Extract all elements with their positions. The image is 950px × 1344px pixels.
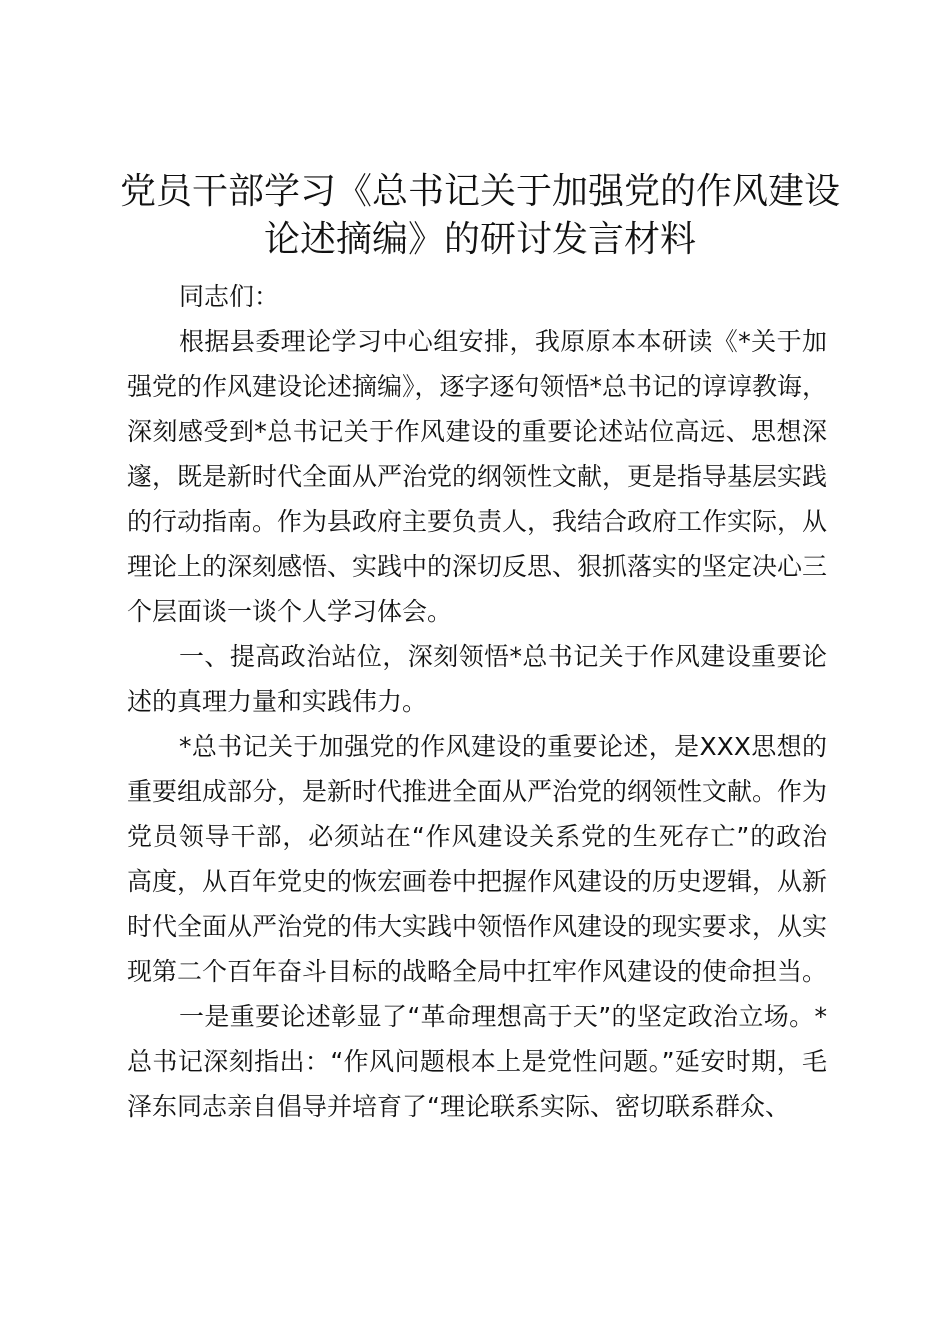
title-line-1: 党员干部学习《总书记关于加强党的作风建设 bbox=[119, 171, 840, 212]
paragraph-point-1: 一是重要论述彰显了“革命理想高于天”的坚定政治立场。*总书记深刻指出：“作风问题根本上是党性问题。”延安时期，毛泽东同志亲自倡导并培育了“理论联系实际、密切联系群众、 bbox=[127, 1002, 827, 1121]
title-line-2: 论述摘编》的研讨发言材料 bbox=[263, 219, 696, 260]
paragraph-intro: 根据县委理论学习中心组安排，我原原本本研读《*关于加强党的作风建设论述摘编》，逐字逐句领悟*总书记的谆谆教诲，深刻感受到*总书记关于作风建设的重要论述站位高远、思想深邃，既是新时代全面从严治党的纲领性文献，更是指导基层实践的行动指南。作为县政府主要负责人，我结合政府工作实际，从理论上的深刻感悟、实践中的深切反思、狠抓落实的坚定决心三个层面谈一谈个人学习体会。 bbox=[127, 327, 828, 626]
paragraph-section-1: *总书记关于加强党的作风建设的重要论述，是XXX思想的重要组成部分，是新时代推进全面从严治党的纲领性文献。作为党员领导干部，必须站在“作风建设关系党的生死存亡”的政治高度，从百年党史的恢宏画卷中把握作风建设的历史逻辑，从新时代全面从严治党的伟大实践中领悟作风建设的现实要求，从实现第二个百年奋斗目标的战略全局中扛牢作风建设的使命担当。 bbox=[127, 732, 828, 986]
section-heading-1: 一、提高政治站位，深刻领悟*总书记关于作风建设重要论述的真理力量和实践伟力。 bbox=[127, 642, 827, 716]
document-title bbox=[110, 168, 850, 264]
salutation: 同志们： bbox=[179, 282, 280, 311]
document-body bbox=[127, 274, 827, 1129]
